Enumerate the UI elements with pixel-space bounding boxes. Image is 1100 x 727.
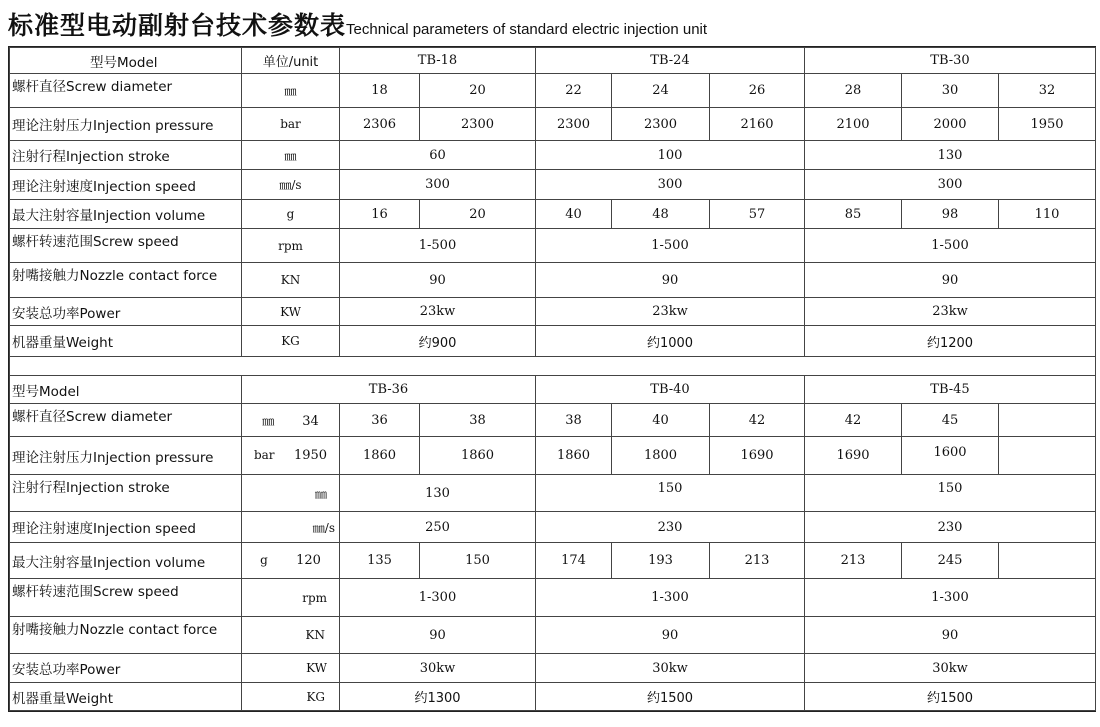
t2-screw-empty xyxy=(999,404,1096,437)
t1-screw-value: 18 xyxy=(340,74,420,108)
t1-weight-row xyxy=(10,326,1096,357)
t1-power-row xyxy=(10,298,1096,326)
t2-stroke-value: 150 xyxy=(805,475,1096,512)
t2-nozzle-label: 射嘴接触力Nozzle contact force xyxy=(10,617,242,654)
t1-stroke-row xyxy=(10,141,1096,170)
t2-pressure-value: 1860 xyxy=(536,437,612,475)
t1-model-tb30: TB-30 xyxy=(805,48,1096,74)
t2-weight-row xyxy=(10,683,1096,711)
t2-screw-unit: ㎜ xyxy=(262,413,275,428)
t1-power-value: 23kw xyxy=(805,298,1096,326)
t2-pressure-value: 1690 xyxy=(805,437,902,475)
t1-screw-value: 30 xyxy=(902,74,999,108)
t1-speed-row xyxy=(10,170,1096,200)
t2-power-value: 30kw xyxy=(805,654,1096,683)
t1-screw-value: 22 xyxy=(536,74,612,108)
t2-rpm-value: 1-300 xyxy=(805,579,1096,617)
t2-weight-value: 约1500 xyxy=(536,683,805,711)
t1-model-tb18: TB-18 xyxy=(340,48,536,74)
t2-power-value: 30kw xyxy=(536,654,805,683)
t2-pressure-value: 1860 xyxy=(420,437,536,475)
t1-unit-header: 单位/unit xyxy=(242,48,340,74)
t1-rpm-unit: rpm xyxy=(242,229,340,263)
t2-model-tb45: TB-45 xyxy=(805,376,1096,404)
t1-volume-label: 最大注射容量Injection volume xyxy=(10,200,242,229)
t2-volume-row xyxy=(10,543,1096,579)
t1-volume-value: 85 xyxy=(805,200,902,229)
t2-screw-row xyxy=(10,404,1096,437)
t1-header-row xyxy=(10,48,1096,74)
t2-screw-value: 36 xyxy=(340,404,420,437)
t2-screw-value: 42 xyxy=(805,404,902,437)
t2-power-label: 安装总功率Power xyxy=(10,654,242,683)
t1-power-value: 23kw xyxy=(536,298,805,326)
t1-volume-value: 110 xyxy=(999,200,1096,229)
table-separator-row xyxy=(10,357,1096,376)
t2-weight-value: 约1500 xyxy=(805,683,1096,711)
t1-weight-label: 机器重量Weight xyxy=(10,326,242,357)
t2-pressure-value: 1600 xyxy=(902,437,999,475)
t1-stroke-unit: ㎜ xyxy=(242,141,340,170)
t2-screw-value: 40 xyxy=(612,404,710,437)
t2-rpm-label: 螺杆转速范围Screw speed xyxy=(10,579,242,617)
t2-volume-label: 最大注射容量Injection volume xyxy=(10,543,242,579)
t1-weight-value: 约900 xyxy=(340,326,536,357)
parameter-table-frame xyxy=(8,46,1096,712)
t2-volume-value: 135 xyxy=(340,543,420,579)
t1-nozzle-label: 射嘴接触力Nozzle contact force xyxy=(10,263,242,298)
t1-nozzle-unit: KN xyxy=(242,263,340,298)
t1-pressure-label: 理论注射压力Injection pressure xyxy=(10,108,242,141)
t2-screw-unit-and-value xyxy=(242,404,340,437)
t2-speed-unit: ㎜/s xyxy=(242,512,340,543)
t2-pressure-label: 理论注射压力Injection pressure xyxy=(10,437,242,475)
table-separator xyxy=(10,357,1096,376)
t2-weight-value: 约1300 xyxy=(340,683,536,711)
t1-speed-unit: ㎜/s xyxy=(242,170,340,200)
t1-speed-value: 300 xyxy=(805,170,1096,200)
t2-speed-value: 230 xyxy=(805,512,1096,543)
t2-volume-value: 213 xyxy=(805,543,902,579)
t2-stroke-label: 注射行程Injection stroke xyxy=(10,475,242,512)
t1-pressure-value: 2160 xyxy=(710,108,805,141)
t1-nozzle-value: 90 xyxy=(805,263,1096,298)
t1-screw-value: 20 xyxy=(420,74,536,108)
t2-rpm-unit: rpm xyxy=(242,579,340,617)
t1-rpm-value: 1-500 xyxy=(536,229,805,263)
t1-speed-value: 300 xyxy=(536,170,805,200)
t2-power-value: 30kw xyxy=(340,654,536,683)
title-english: Technical parameters of standard electric injection unit xyxy=(346,21,708,38)
t1-rpm-value: 1-500 xyxy=(805,229,1096,263)
t2-volume-value: 120 xyxy=(296,553,321,568)
t2-speed-row xyxy=(10,512,1096,543)
t1-pressure-value: 2300 xyxy=(536,108,612,141)
t1-pressure-value: 1950 xyxy=(999,108,1096,141)
t2-model-tb40: TB-40 xyxy=(536,376,805,404)
t1-pressure-unit: bar xyxy=(242,108,340,141)
t2-pressure-value: 1800 xyxy=(612,437,710,475)
t1-nozzle-row xyxy=(10,263,1096,298)
t1-volume-value: 20 xyxy=(420,200,536,229)
t1-volume-value: 40 xyxy=(536,200,612,229)
t2-stroke-value: 130 xyxy=(340,475,536,512)
t2-pressure-value: 1950 xyxy=(293,448,328,463)
t2-speed-value: 250 xyxy=(340,512,536,543)
t2-weight-unit: KG xyxy=(242,683,340,711)
t2-volume-value: 193 xyxy=(612,543,710,579)
t2-volume-unit-and-value xyxy=(242,543,340,579)
t2-power-row xyxy=(10,654,1096,683)
t1-weight-value: 约1200 xyxy=(805,326,1096,357)
t2-speed-label: 理论注射速度Injection speed xyxy=(10,512,242,543)
t1-rpm-row xyxy=(10,229,1096,263)
t1-screw-label: 螺杆直径Screw diameter xyxy=(10,74,242,108)
t2-nozzle-value: 90 xyxy=(805,617,1096,654)
t1-pressure-value: 2306 xyxy=(340,108,420,141)
t2-rpm-value: 1-300 xyxy=(340,579,536,617)
t1-screw-value: 28 xyxy=(805,74,902,108)
t1-screw-value: 24 xyxy=(612,74,710,108)
t2-pressure-value: 1690 xyxy=(710,437,805,475)
t2-model-label: 型号Model xyxy=(10,376,242,404)
t1-rpm-value: 1-500 xyxy=(340,229,536,263)
t1-volume-row xyxy=(10,200,1096,229)
t1-screw-row xyxy=(10,74,1096,108)
t1-model-tb24: TB-24 xyxy=(536,48,805,74)
t1-volume-value: 48 xyxy=(612,200,710,229)
t2-power-unit: KW xyxy=(242,654,340,683)
t1-pressure-value: 2100 xyxy=(805,108,902,141)
t1-weight-value: 约1000 xyxy=(536,326,805,357)
t2-pressure-empty xyxy=(999,437,1096,475)
parameter-table xyxy=(9,47,1096,711)
t1-pressure-value: 2300 xyxy=(420,108,536,141)
t1-stroke-value: 60 xyxy=(340,141,536,170)
t2-header-row xyxy=(10,376,1096,404)
t2-screw-value: 38 xyxy=(536,404,612,437)
t2-volume-value: 213 xyxy=(710,543,805,579)
t2-volume-value: 174 xyxy=(536,543,612,579)
t1-volume-value: 16 xyxy=(340,200,420,229)
t2-volume-unit: g xyxy=(260,553,268,567)
t1-stroke-value: 100 xyxy=(536,141,805,170)
t2-stroke-value: 150 xyxy=(536,475,805,512)
t1-nozzle-value: 90 xyxy=(340,263,536,298)
t2-stroke-unit: ㎜ xyxy=(242,475,340,512)
t2-nozzle-row xyxy=(10,617,1096,654)
t1-volume-value: 98 xyxy=(902,200,999,229)
t1-pressure-value: 2000 xyxy=(902,108,999,141)
t1-pressure-value: 2300 xyxy=(612,108,710,141)
t2-pressure-row xyxy=(10,437,1096,475)
t2-nozzle-value: 90 xyxy=(340,617,536,654)
t1-speed-label: 理论注射速度Injection speed xyxy=(10,170,242,200)
t2-screw-value: 38 xyxy=(420,404,536,437)
t2-nozzle-value: 90 xyxy=(536,617,805,654)
t1-volume-value: 57 xyxy=(710,200,805,229)
t1-stroke-label: 注射行程Injection stroke xyxy=(10,141,242,170)
t1-speed-value: 300 xyxy=(340,170,536,200)
t2-pressure-unit-and-value xyxy=(242,437,340,475)
t1-nozzle-value: 90 xyxy=(536,263,805,298)
t2-volume-value: 150 xyxy=(420,543,536,579)
t2-volume-empty xyxy=(999,543,1096,579)
t2-screw-value: 42 xyxy=(710,404,805,437)
t1-power-unit: KW xyxy=(242,298,340,326)
t1-pressure-row xyxy=(10,108,1096,141)
t2-screw-value: 34 xyxy=(302,413,319,429)
page-title xyxy=(8,6,707,40)
t2-pressure-value: 1860 xyxy=(340,437,420,475)
t1-power-label: 安装总功率Power xyxy=(10,298,242,326)
t2-volume-value: 245 xyxy=(902,543,999,579)
t2-speed-value: 230 xyxy=(536,512,805,543)
t2-screw-value: 45 xyxy=(902,404,999,437)
t2-screw-label: 螺杆直径Screw diameter xyxy=(10,404,242,437)
t2-weight-label: 机器重量Weight xyxy=(10,683,242,711)
t2-stroke-row xyxy=(10,475,1096,512)
t2-pressure-unit: bar xyxy=(253,448,275,462)
t2-rpm-value: 1-300 xyxy=(536,579,805,617)
t2-rpm-row xyxy=(10,579,1096,617)
t2-nozzle-unit: KN xyxy=(242,617,340,654)
t1-screw-unit: ㎜ xyxy=(242,74,340,108)
t2-model-tb36: TB-36 xyxy=(242,376,536,404)
t1-weight-unit: KG xyxy=(242,326,340,357)
t1-rpm-label: 螺杆转速范围Screw speed xyxy=(10,229,242,263)
t1-screw-value: 26 xyxy=(710,74,805,108)
t1-model-label: 型号Model xyxy=(10,48,242,74)
t1-power-value: 23kw xyxy=(340,298,536,326)
title-chinese: 标准型电动副射台技术参数表 xyxy=(8,11,347,40)
t1-screw-value: 32 xyxy=(999,74,1096,108)
t1-stroke-value: 130 xyxy=(805,141,1096,170)
t1-volume-unit: g xyxy=(242,200,340,229)
